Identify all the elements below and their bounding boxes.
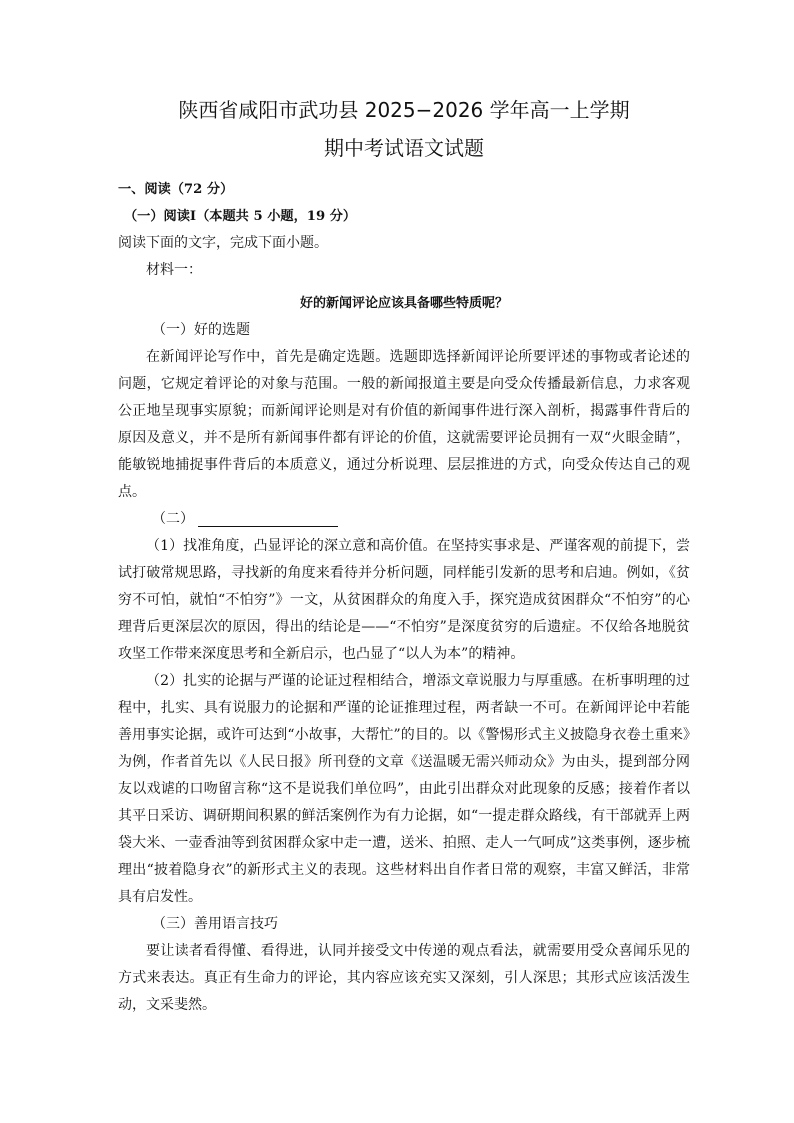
part2-paragraph-2: （2）扎实的论据与严谨的论证过程相结合，增添文章说服力与厚重感。在析事明理的过程中，扎实、具有说服力的论据和严谨的论证推理过程，两者缺一不可。在新闻评论中若能善用事实论据，或许可达到“小故事，大帮忙”的目的。以《警惕形式主义披隐身衣卷土重来》为例，作者首先以《人民日报》所刊登的文章《送温暖无需兴师动众》为由头，提到部分网友以戏谑的口吻留言称“这不是说我们单位吗”，由此引出群众对此现象的反感；接着作者以其平日采访、调研期间积累的鲜活案例作为有力论据，如“一提走群众路线，有干部就弄上两袋大米、一壶香油等到贫困群众家中走一遭，送米、拍照、走人一气呵成”这类事例，逐步梳理出“披着隐身衣”的新形式主义的表现。这些材料出自作者日常的观察，丰富又鲜活，非常具有启发性。 (118, 673, 690, 905)
exam-title-line1: 陕西省咸阳市武功县 2025−2026 学年高一上学期 (178, 98, 630, 122)
part2-heading: （二） (152, 511, 194, 527)
fill-in-blank (198, 510, 338, 527)
article-title: 好的新闻评论应该具备哪些特质呢？ (299, 296, 508, 311)
material-label: 材料一： (146, 262, 202, 278)
part3-paragraph: 要让读者看得懂、看得进，认同并接受文中传递的观点看法，就需要用受众喜闻乐见的方式来表达。真正有生命力的评论，其内容应该充实又深刻，引人深思；其形式应该活泼生动，文采斐然。 (118, 943, 690, 1013)
section-heading: 一、阅读（72 分） (118, 182, 234, 197)
instruction-text: 阅读下面的文字，完成下面小题。 (118, 235, 328, 251)
part1-paragraph: 在新闻评论写作中，首先是确定选题。选题即选择新闻评论所要评述的事物或者论述的问题，它规定着评论的对象与范围。一般的新闻报道主要是向受众传播最新信息，力求客观公正地呈现事实原貌；而新闻评论则是对有价值的新闻事件进行深入剖析，揭露事件背后的原因及意义，并不是所有新闻事件都有评论的价值，这就需要评论员拥有一双“火眼金睛”，能敏锐地捕捉事件背后的本质意义，通过分析说理、层层推进的方式，向受众传达自己的观点。 (118, 349, 690, 500)
part2-paragraph-1: （1）找准角度，凸显评论的深立意和高价值。在坚持实事求是、严谨客观的前提下，尝试打破常规思路，寻找新的角度来看待并分析问题，同样能引发新的思考和启迪。例如，《贫穷不可怕，就怕“不怕穷”》一文，从贫困群众的角度入手，探究造成贫困群众“不怕穷”的心理背后更深层次的原因，得出的结论是——“不怕穷”是深度贫穷的后遗症。不仅给各地脱贫攻坚工作带来深度思考和全新启示，也凸显了“以人为本”的精神。 (118, 538, 690, 662)
part1-heading: （一）好的选题 (152, 322, 250, 338)
subsection-heading: （一）阅读Ⅰ（本题共 5 小题，19 分） (124, 209, 357, 224)
part2-heading-row (118, 506, 690, 533)
part3-heading: （三）善用语言技巧 (152, 916, 278, 932)
exam-title-line2: 期中考试语文试题 (324, 136, 484, 160)
